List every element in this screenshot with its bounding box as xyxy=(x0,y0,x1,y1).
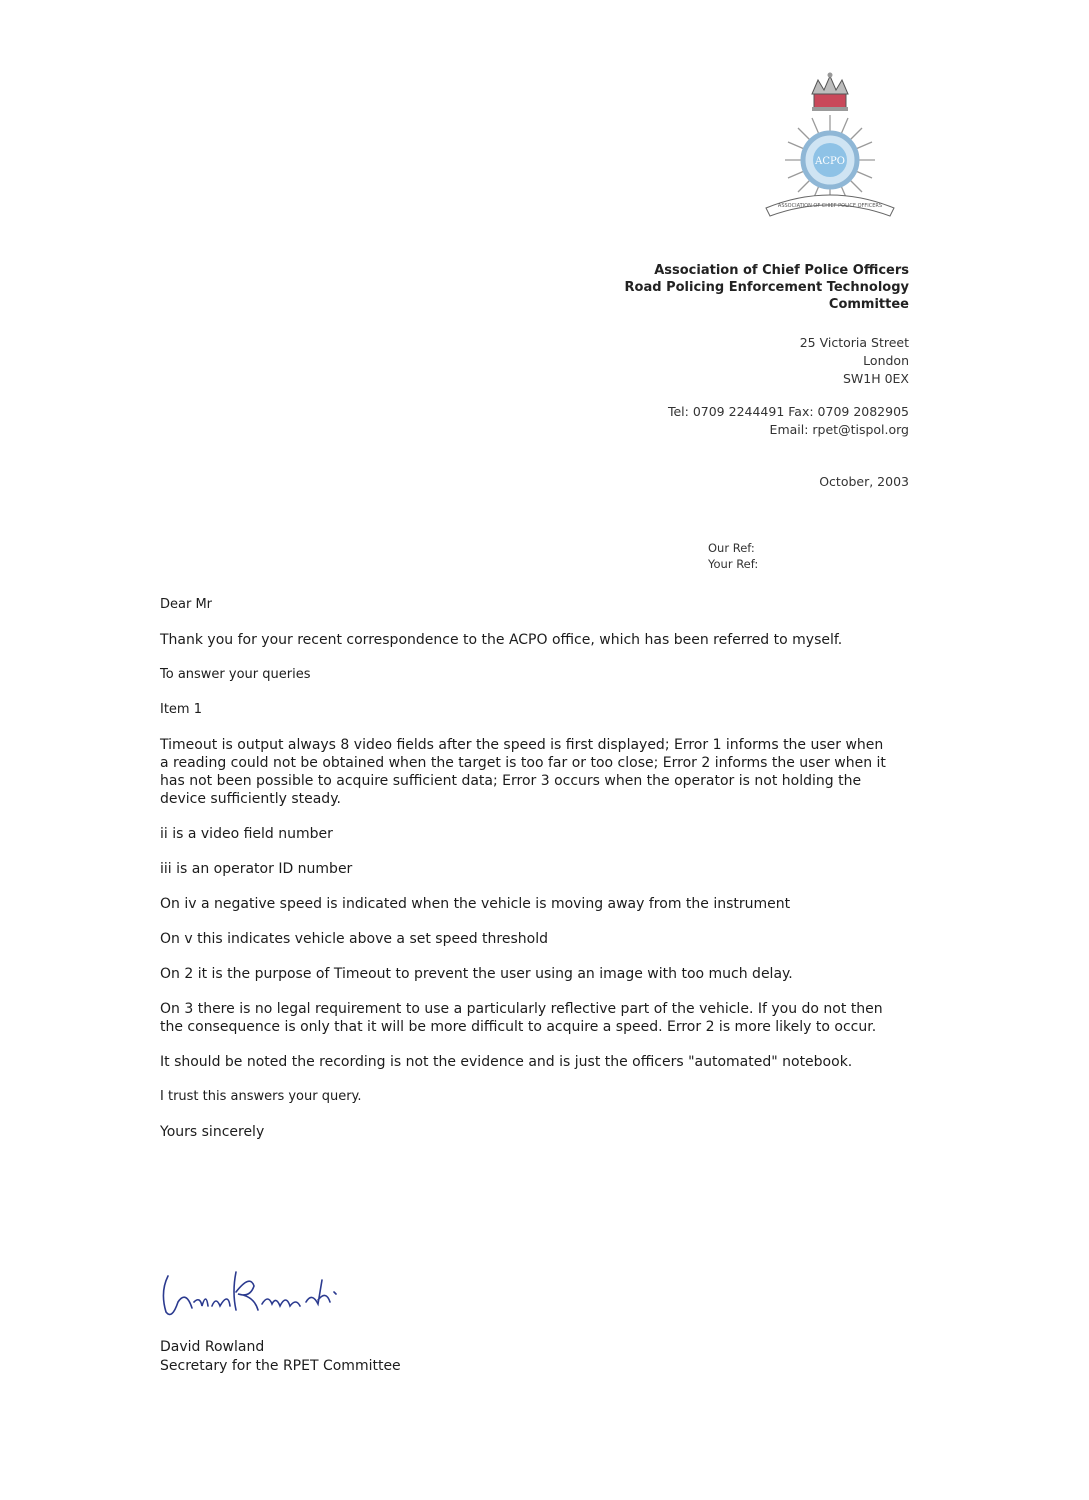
handwritten-signature xyxy=(158,1262,358,1324)
reference-block xyxy=(708,540,758,572)
letter-body xyxy=(160,596,895,1158)
address-line: London xyxy=(863,353,909,368)
contact-details xyxy=(668,403,909,439)
body-paragraph: Timeout is output always 8 video fields after the speed is first displayed; Error 1 informs the user when a reading could not be obtained when the target is too far or too close; Error 2 informs the user when it has not been possible to acquire sufficient data; Error 3 occurs when the operator is not holding the device sufficiently steady. xyxy=(160,737,886,807)
body-paragraph: On 3 there is no legal requirement to use a particularly reflective part of the vehicle. If you do not then the consequence is only that it will be more difficult to acquire a speed. Error 2 is more likely to occur. xyxy=(160,1001,883,1035)
our-ref: Our Ref: xyxy=(708,541,755,555)
email-line: Email: rpet@tispol.org xyxy=(769,422,909,437)
crown-icon xyxy=(812,73,848,112)
logo-motto: ASSOCIATION OF CHIEF POLICE OFFICERS xyxy=(777,203,883,209)
your-ref: Your Ref: xyxy=(708,557,759,571)
body-paragraph: Item 1 xyxy=(160,702,202,717)
address-line: 25 Victoria Street xyxy=(799,335,909,350)
postal-address xyxy=(800,334,909,388)
body-paragraph: ii is a video field number xyxy=(160,826,333,842)
closing: Yours sincerely xyxy=(160,1124,265,1140)
body-paragraph: Thank you for your recent correspondence to the ACPO office, which has been referred to myself. xyxy=(160,632,843,648)
body-paragraph: On iv a negative speed is indicated when the vehicle is moving away from the instrument xyxy=(160,896,791,912)
address-line: SW1H 0EX xyxy=(842,371,909,386)
signer-name: David Rowland xyxy=(160,1339,265,1355)
signer-block xyxy=(160,1338,401,1376)
logo-text: ACPO xyxy=(815,156,845,167)
org-line: Committee xyxy=(828,297,909,312)
signer-title: Secretary for the RPET Committee xyxy=(160,1358,401,1374)
letter-date: October, 2003 xyxy=(819,474,909,489)
body-paragraph: It should be noted the recording is not the evidence and is just the officers "automated" notebook. xyxy=(160,1054,853,1070)
org-line: Association of Chief Police Officers xyxy=(654,263,909,278)
salutation: Dear Mr xyxy=(160,597,213,612)
body-paragraph: To answer your queries xyxy=(160,667,311,682)
body-paragraph: On 2 it is the purpose of Timeout to prevent the user using an image with too much delay. xyxy=(160,966,793,982)
body-paragraph: On v this indicates vehicle above a set speed threshold xyxy=(160,931,548,947)
body-paragraph: I trust this answers your query. xyxy=(160,1089,362,1104)
acpo-crest-logo xyxy=(760,70,900,220)
phone-fax-line: Tel: 0709 2244491 Fax: 0709 2082905 xyxy=(667,404,909,419)
organisation-name xyxy=(625,262,909,313)
body-paragraph: iii is an operator ID number xyxy=(160,861,353,877)
org-line: Road Policing Enforcement Technology xyxy=(624,280,909,295)
